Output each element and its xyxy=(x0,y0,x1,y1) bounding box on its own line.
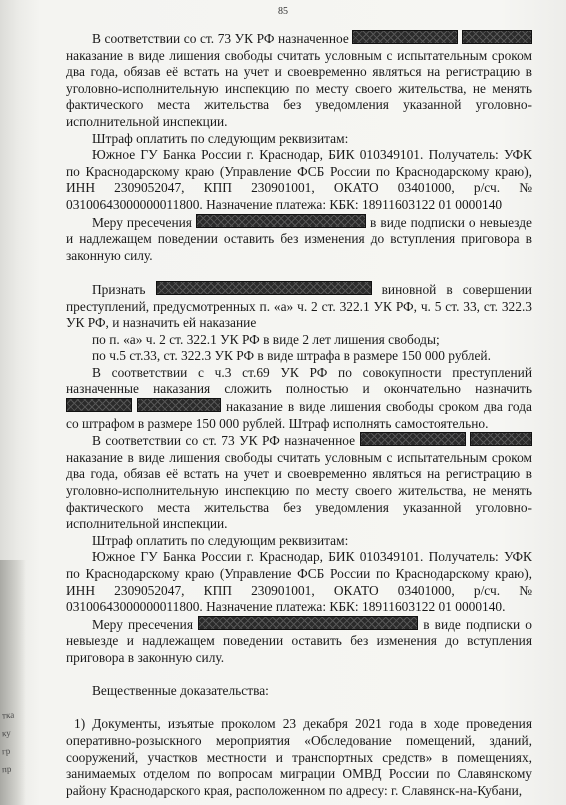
redaction-block xyxy=(156,281,372,295)
redaction-block xyxy=(470,432,532,446)
redaction-block xyxy=(462,30,532,44)
sentence-line-1: по п. «а» ч. 2 ст. 322.1 УК РФ в виде 2 лет лишения свободы; xyxy=(92,331,440,347)
preventive-measure-2: Меру пресечения в виде подписки о невыезде и надлежащем поведении оставить без изменения до вступления приговора в законную силу. xyxy=(66,616,532,665)
payment-details-1: Южное ГУ Банка России г. Краснодар, БИК 010349101. Получатель: УФК по Краснодарскому краю (Управление ФСБ России по Краснодарскому краю), ИНН 2309052047, КПП 230901001, ОКАТО 03401000, р/сч. № 03100643000000011800. Назначение платежа: КБК: 18911603122 01 0000140 xyxy=(66,147,532,212)
evidence-item-1: 1) Документы, изъятые проколом 23 декабря 2021 года в ходе проведения оперативно-розыскного мероприятия «Обследование помещений, зданий, сооружений, участков местности и транспортных средств» в помещениях, занимаемых отделом по вопросам миграции ОМВД России по Славянскому району Краснодарского края, расположенном по адресу: г. Славянск-на-Кубани, xyxy=(66,716,532,798)
redaction-block xyxy=(66,398,132,412)
redaction-block xyxy=(196,214,366,228)
aggregate-sentence: В соответствии с ч.3 ст.69 УК РФ по совокупности преступлений назначенные наказания сложить полностью и окончательно назначить наказание в виде лишения свободы сроком два года со штрафом в размере 150 000 рублей. Штраф исполнять самостоятельно. xyxy=(66,364,532,431)
page-number: 85 xyxy=(278,6,288,17)
fine-heading-1: Штраф оплатить по следующим реквизитам: xyxy=(92,130,349,146)
paragraph-probation-2: В соответствии со ст. 73 УК РФ назначенное наказание в виде лишения свободы считать условным с испытательным сроком два года, обязав её встать на учет и своевременно являться на регистрацию в уголовно-исполнительную инспекцию по месту своего жительства, не менять фактического места жительства без уведомления указанной уголовно-исполнительной инспекции. xyxy=(66,433,532,532)
adjacent-page-edge xyxy=(0,560,26,805)
margin-fragment: ку xyxy=(1,727,12,739)
redaction-block xyxy=(352,30,458,44)
paragraph-probation-1: В соответствии со ст. 73 УК РФ назначенное наказание в виде лишения свободы считать условным с испытательным сроком два года, обязав её встать на учет и своевременно являться на регистрацию в уголовно-исполнительную инспекцию по месту своего жительства, не менять фактического места жительства без уведомления указанной уголовно-исполнительной инспекции. xyxy=(66,31,532,129)
verdict-paragraph: Признать виновной в совершении преступлений, предусмотренных п. «а» ч. 2 ст. 322.1 УК РФ, ч. 5 ст. 33, ст. 322.3 УК РФ, и назначить ей наказание xyxy=(66,281,532,331)
evidence-heading: Вещественные доказательства: xyxy=(92,683,269,699)
margin-fragment: тка xyxy=(1,709,15,721)
redaction-block xyxy=(137,398,221,412)
payment-details-2: Южное ГУ Банка России г. Краснодар, БИК 010349101. Получатель: УФК по Краснодарскому краю (Управление ФСБ России по Краснодарскому краю), ИНН 2309052047, КПП 230901001, ОКАТО 03401000, р/сч. № 03100643000000011800. Назначение платежа: КБК: 18911603122 01 0000140. xyxy=(66,549,532,615)
preventive-measure-1: Меру пресечения в виде подписки о невыезде и надлежащем поведении оставить без изменения до вступления приговора в законную силу. xyxy=(66,214,532,263)
sentence-line-2: по ч.5 ст.33, ст. 322.3 УК РФ в виде штрафа в размере 150 000 рублей. xyxy=(92,348,491,364)
document-body xyxy=(66,30,532,799)
margin-fragment: пр xyxy=(1,763,12,775)
redaction-block xyxy=(360,432,466,446)
margin-fragment: гр xyxy=(1,745,11,757)
redaction-block xyxy=(198,616,418,630)
fine-heading-2: Штраф оплатить по следующим реквизитам: xyxy=(92,532,349,548)
